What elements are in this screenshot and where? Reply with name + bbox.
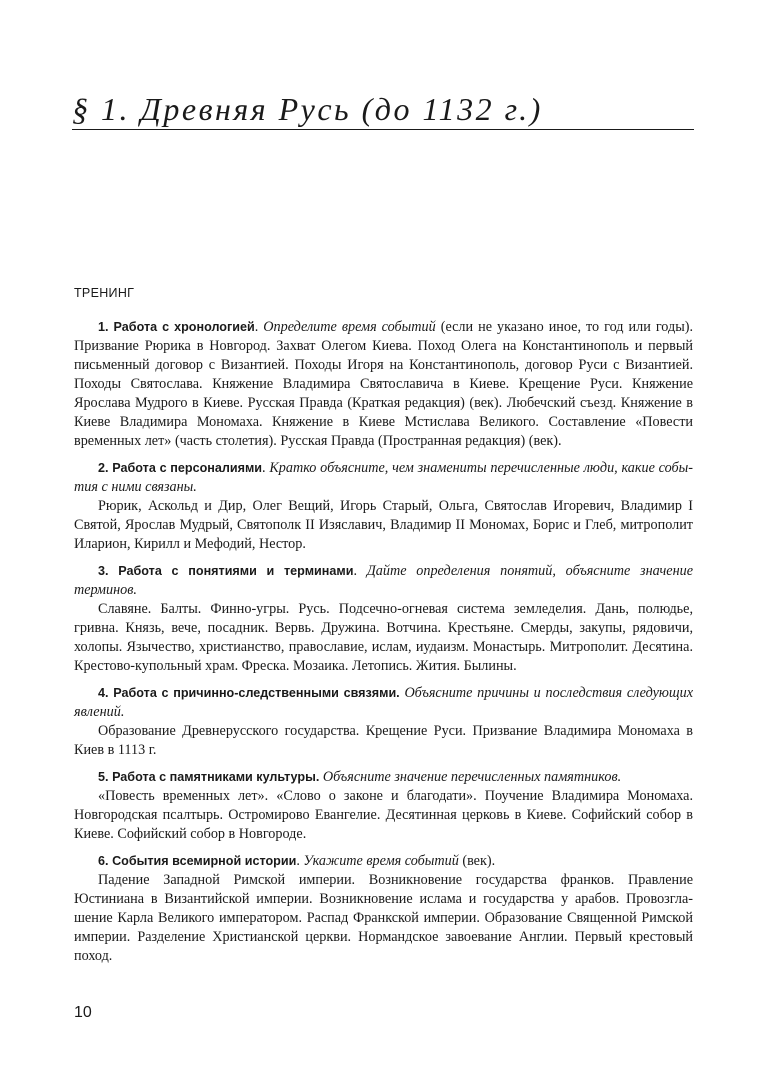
task-header [74,459,693,497]
section-heading: ТРЕНИНГ [74,286,135,300]
task-number: 1. [98,320,109,334]
task-body: Образование Древнерусского государства. Крещение Руси. Призвание Владимира Мономаха в Киев в 1113 г. [74,723,693,758]
task-instruction: Дайте определения понятий, объясните значение терминов. [74,563,694,598]
task-instruction-note: (если не указано иное, то год или годы). [440,319,694,335]
task-header [74,768,693,787]
task-body: «Повесть временных лет». «Слово о законе и благодати». Поучение Владимира Мономаха. Новгородская псалтырь. Остромирово Евангелие. Десятинная церковь в Киеве. Софийский собор в Киеве. Софийский собор в Новгороде. [74,788,693,842]
task-number: 6. [98,854,109,868]
task-number: 3. [98,564,109,578]
task-personalities [74,459,693,554]
task-header [74,852,693,871]
task-instruction-note: (век). [462,853,496,869]
task-monuments [74,768,693,844]
task-title-separator: . [262,460,266,476]
task-title: Работа с хронологией [113,320,255,334]
task-title: Работа с персоналиями [112,461,263,475]
task-body: Рюрик, Аскольд и Дир, Олег Вещий, Игорь Старый, Ольга, Святослав Игоревич, Владимир I Святой, Ярослав Мудрый, Святополк II Изяславич, Владимир II Мономах, Борис и Глеб, митрополит Иларион, Кирилл и Мефодий, Нестор. [74,498,693,552]
task-title: Работа с памятниками культуры. [112,770,320,784]
task-body: Славяне. Балты. Финно-угры. Русь. Подсечно-огневая система земледелия. Дань, полюдье, гривна. Князь, вече, посадник. Вервь. Дружина. Вотчина. Крестьяне. Смерды, закупы, рядовичи, холопы. Язычество, христианство, православие, ислам, иудаизм. Монастырь. Митрополит. Десятина. Крестово-купольный храм. Фреска. Мозаика. Летопись. Жития. Былины. [74,601,693,674]
task-instruction: Объясните значение перечисленных памятников. [322,769,622,785]
task-world-history [74,852,693,966]
task-body: Падение Западной Римской империи. Возникновение государства франков. Правление Юстиниана в Византийской империи. Возникновение ислама и государства у арабов. Провозглашение Карла Великого императором. Распад Франкской империи. Образование Священной Римской империи. Разделение Христианской церкви. Нормандское завоевание Англии. Первый крестовый поход. [74,872,693,964]
task-title: Работа с понятиями и терминами [118,564,354,578]
task-title-separator: . [296,853,300,869]
task-title: Работа с причинно-следственными связями. [113,686,400,700]
task-instruction: Укажите время событий [303,853,459,869]
page-number: 10 [74,1004,92,1021]
task-header [74,684,693,722]
task-instruction: Кратко объясните, чем знамениты перечисленные люди, какие события с ними связаны. [74,460,693,495]
task-causes [74,684,693,760]
task-chronology [74,318,693,451]
task-header [74,318,693,451]
task-title: События всемирной истории [112,854,297,868]
task-number: 5. [98,770,109,784]
task-list [74,318,693,974]
task-instruction: Объясните причины и последствия следующих явлений. [74,685,693,720]
task-number: 2. [98,461,109,475]
task-header [74,562,693,600]
page-title: § 1. Древняя Русь (до 1132 г.) [72,92,694,130]
task-instruction: Определите время событий [263,319,436,335]
task-title-separator: . [254,319,259,335]
task-body: Призвание Рюрика в Новгород. Захват Олегом Киева. Поход Олега на Константинополь и первый письменный договор с Византией. Походы Игоря на Константинополь, договор Руси с Византией. Походы Святослава. Княжение Владимира Святославича в Киеве. Крещение Руси. Княжение Ярослава Мудрого в Киеве. Русская Правда (Краткая редакция) (век). Любечский съезд. Княжение в Киеве Владимира Мономаха. Княжение в Киеве Мстислава Великого. Составление «Повести временных лет» (часть столетия). Русская Правда (Пространная редакция) (век). [74,338,693,449]
task-terms [74,562,693,676]
task-number: 4. [98,686,109,700]
task-title-separator: . [353,563,357,579]
